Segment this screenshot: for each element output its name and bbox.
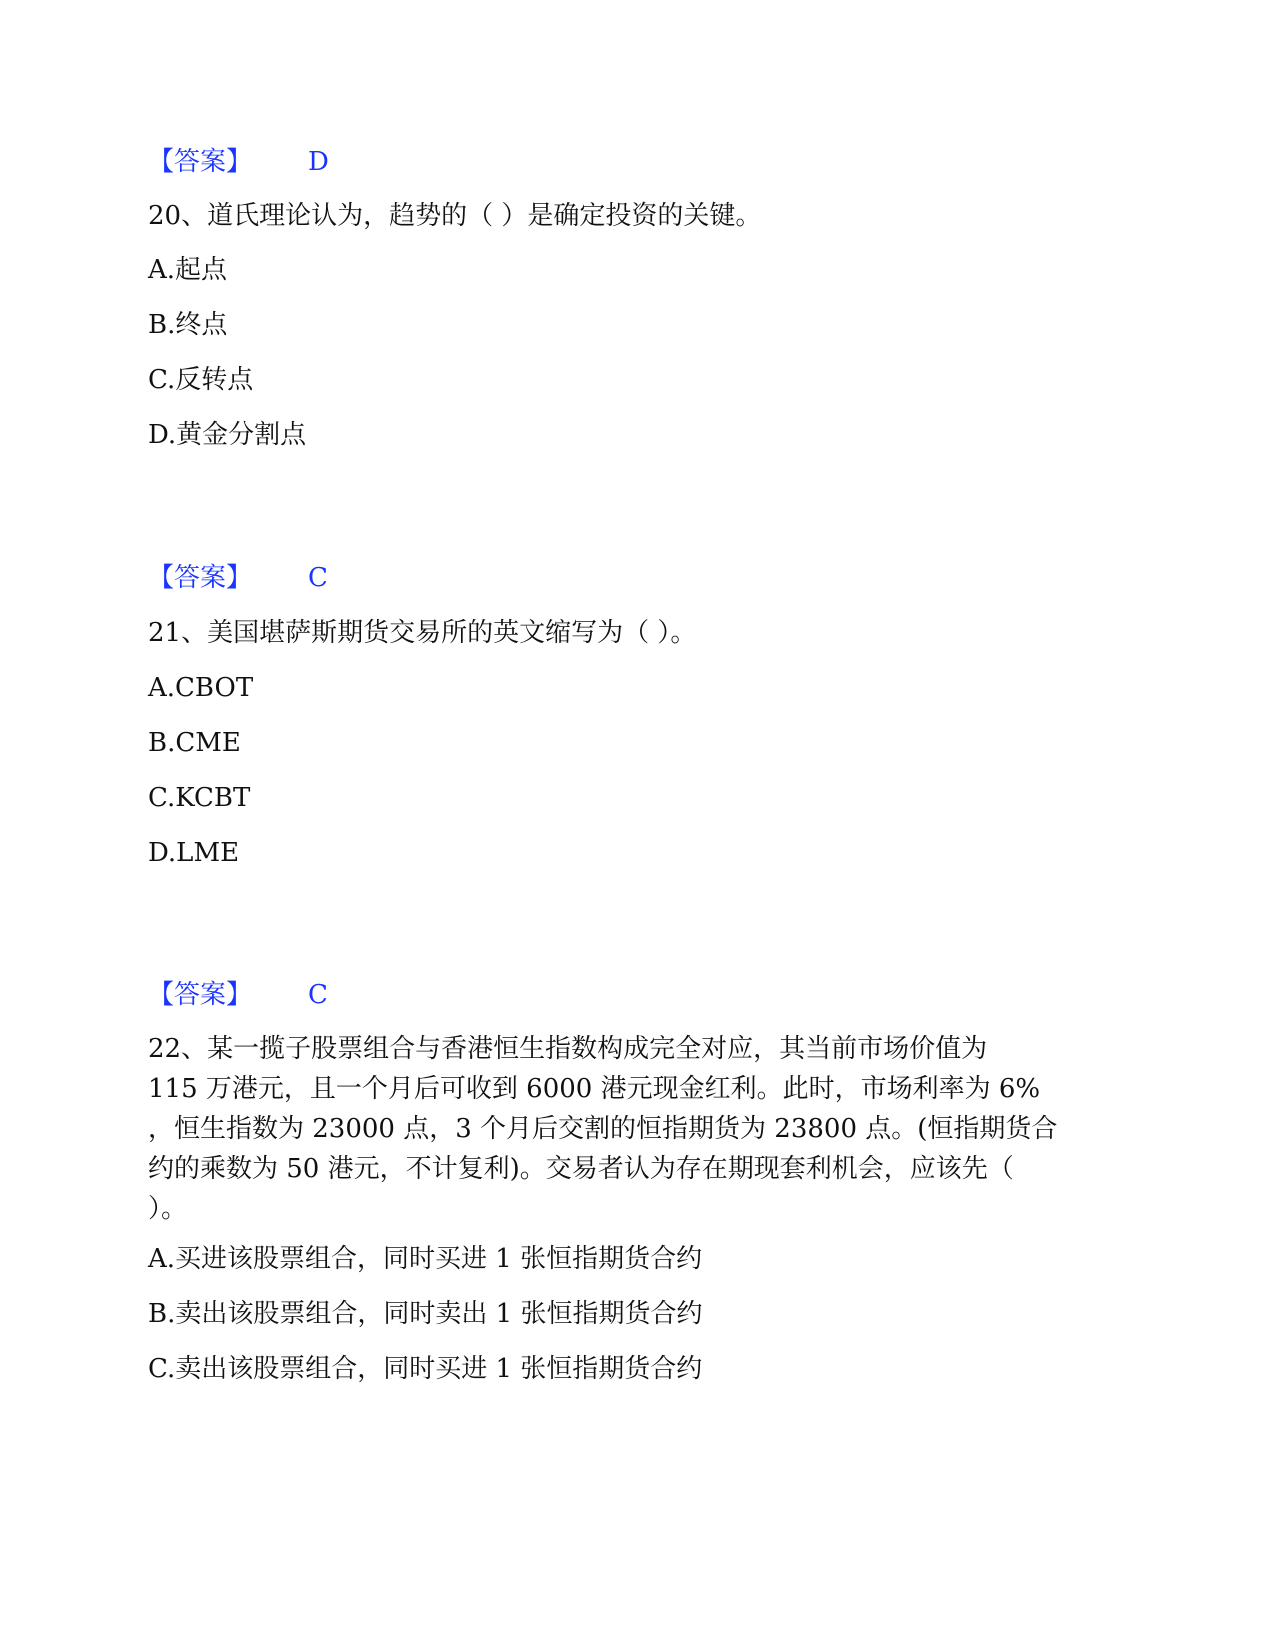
- question-text: 21、美国堪萨斯期货交易所的英文缩写为（ ）。: [148, 618, 697, 648]
- answer-label: 【答案】: [148, 563, 253, 593]
- option-d: D.黄金分割点: [148, 420, 307, 450]
- option-d: D.LME: [148, 838, 240, 868]
- option-b: B.终点: [148, 310, 228, 340]
- option-c: C.卖出该股票组合，同时买进 1 张恒指期货合约: [148, 1354, 703, 1384]
- question-line: 约的乘数为 50 港元，不计复利)。交易者认为存在期现套利机会，应该先（: [148, 1154, 1014, 1184]
- question-line: ，恒生指数为 23000 点，3 个月后交割的恒指期货为 23800 点。(恒指期货合: [148, 1114, 1058, 1144]
- answer-value: C: [308, 563, 328, 593]
- question-text: 20、道氏理论认为，趋势的（ ）是确定投资的关键。: [148, 201, 762, 231]
- option-c: C.KCBT: [148, 783, 251, 813]
- answer-row: [148, 978, 548, 1012]
- option-b: B.CME: [148, 728, 241, 758]
- answer-row: [148, 145, 548, 179]
- option-c: C.反转点: [148, 365, 254, 395]
- answer-label: 【答案】: [148, 147, 253, 177]
- question-line: 115 万港元，且一个月后可收到 6000 港元现金红利。此时，市场利率为 6%: [148, 1074, 1041, 1104]
- answer-value: D: [308, 147, 329, 177]
- question-line: 22、某一揽子股票组合与香港恒生指数构成完全对应，其当前市场价值为: [148, 1034, 988, 1064]
- answer-label: 【答案】: [148, 980, 253, 1010]
- answer-value: C: [308, 980, 328, 1010]
- option-a: A.CBOT: [148, 673, 254, 703]
- option-a: A.买进该股票组合，同时买进 1 张恒指期货合约: [148, 1244, 703, 1274]
- option-a: A.起点: [148, 255, 228, 285]
- option-b: B.卖出该股票组合，同时卖出 1 张恒指期货合约: [148, 1299, 703, 1329]
- answer-row: [148, 561, 548, 595]
- question-line: ）。: [148, 1194, 188, 1224]
- question-text: [148, 1029, 1128, 1229]
